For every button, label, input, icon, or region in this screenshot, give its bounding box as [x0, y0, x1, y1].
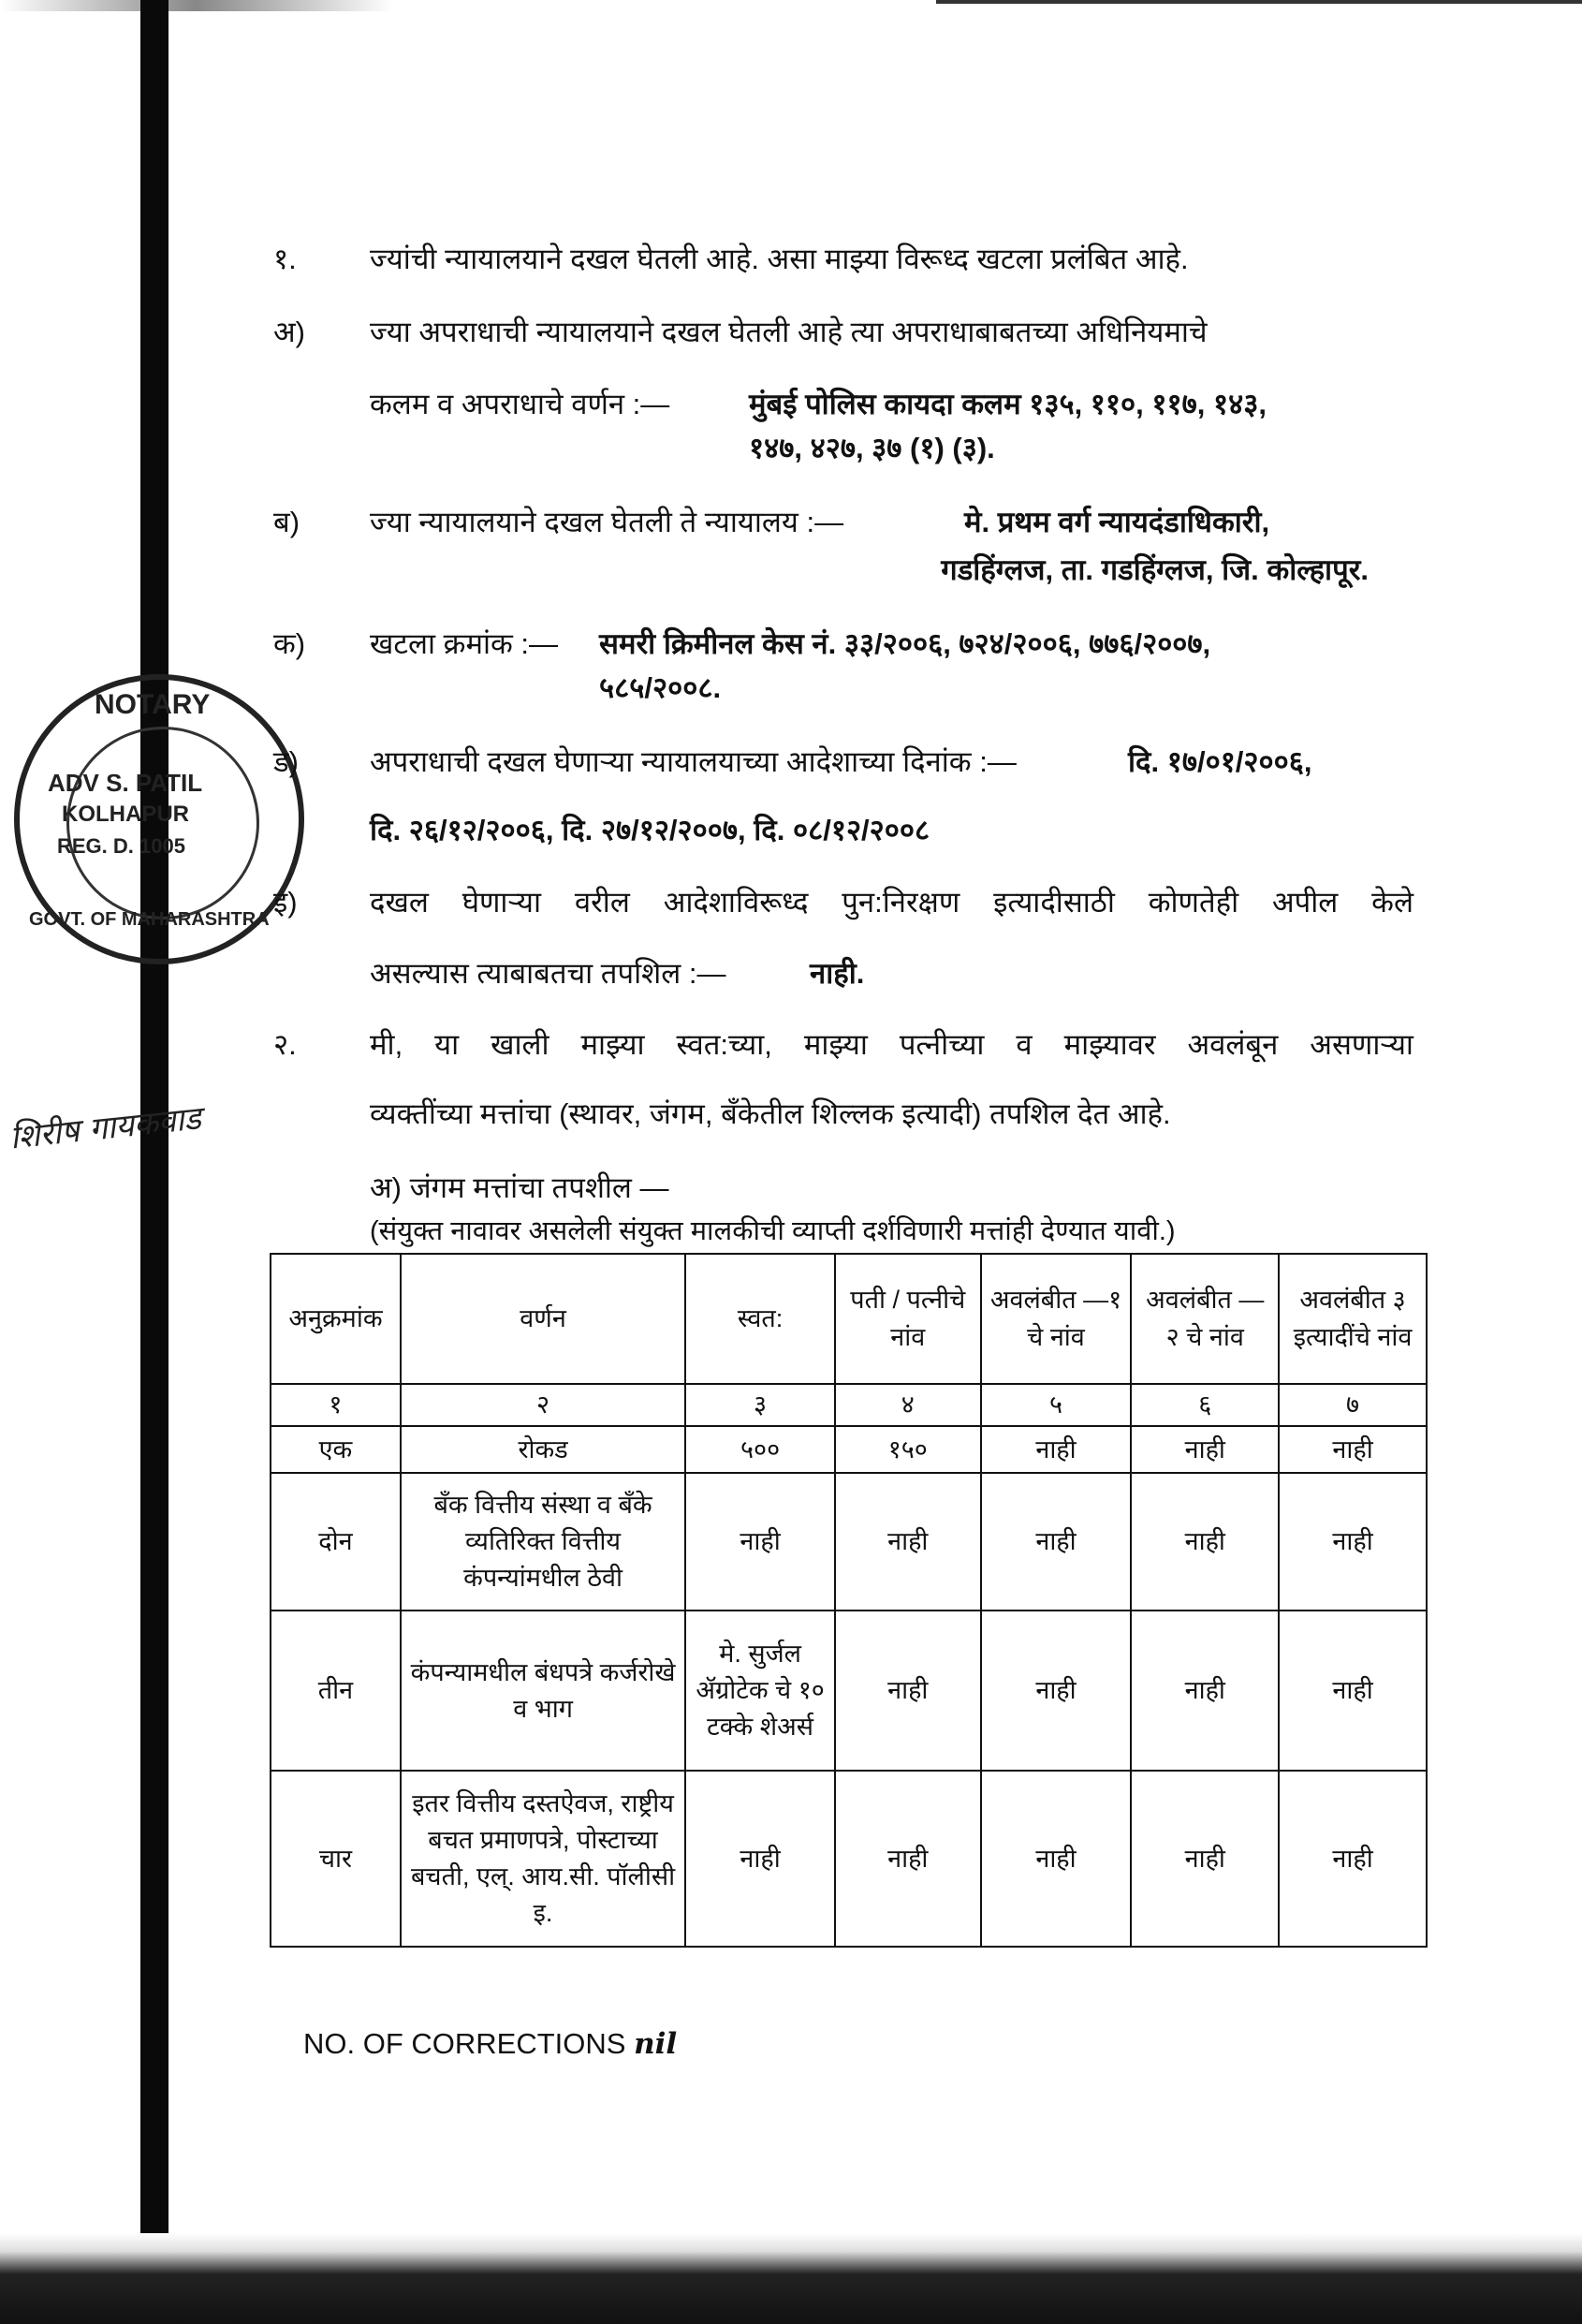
justified-line	[370, 882, 1414, 921]
word: खाली	[491, 1028, 549, 1061]
table-cell: नाही	[1279, 1473, 1427, 1611]
word: इत्यादीसाठी	[993, 886, 1115, 919]
column-header: अवलंबीत — २ चे नांव	[1131, 1254, 1279, 1384]
item-label: ड)	[273, 745, 299, 778]
item-label: क)	[273, 627, 306, 660]
column-number: १	[271, 1384, 401, 1426]
word: माझ्या	[580, 1028, 645, 1061]
word: अपील	[1271, 886, 1339, 919]
word: व	[1016, 1028, 1033, 1061]
table-row	[271, 1611, 1427, 1771]
field-label: कलम व अपराधाचे वर्णन :—	[370, 388, 670, 420]
notary-stamp	[14, 674, 304, 964]
column-header: अवलंबीत —१ चे नांव	[981, 1254, 1132, 1384]
field-label: खटला क्रमांक :—	[370, 627, 559, 660]
scan-smudge	[0, 0, 393, 11]
field-value: समरी क्रिमीनल केस नं. ३३/२००६, ७२४/२००६, ७७६/२००७,	[599, 627, 1211, 660]
table-cell: दोन	[271, 1473, 401, 1611]
word: या	[434, 1028, 460, 1061]
column-header: पती / पत्नीचे नांव	[835, 1254, 981, 1384]
table-cell: नाही	[1279, 1611, 1427, 1771]
table-cell: नाही	[1131, 1426, 1279, 1473]
word: मी,	[370, 1028, 403, 1061]
column-number: ५	[981, 1384, 1132, 1426]
word: पत्नीच्या	[899, 1028, 985, 1061]
corrections-footer	[303, 2027, 677, 2061]
table-cell: नाही	[685, 1473, 835, 1611]
scan-bottom-shadow	[0, 2233, 1582, 2324]
word: घेणाऱ्या	[461, 886, 542, 919]
word: कोणतेही	[1148, 886, 1239, 919]
table-cell: १५०	[835, 1426, 981, 1473]
item-label: इ)	[273, 886, 298, 919]
table-cell: इतर वित्तीय दस्तऐवज, राष्ट्रीय बचत प्रमाणपत्रे, पोस्टाच्या बचती, एल्. आय.सी. पॉलीसी इ.	[401, 1771, 685, 1947]
word: वरील	[574, 886, 630, 919]
item-number: १.	[273, 243, 297, 275]
word: माझ्या	[803, 1028, 868, 1061]
field-label: ज्या न्यायालयाने दखल घेतली ते न्यायालय :—	[370, 506, 844, 538]
sub-heading: अ) जंगम मत्तांचा तपशील —	[370, 1171, 669, 1204]
item-number: २.	[273, 1028, 297, 1061]
table-cell: नाही	[1279, 1771, 1427, 1947]
table-cell: नाही	[835, 1611, 981, 1771]
movable-assets-table	[270, 1253, 1428, 1948]
word: अवलंबून	[1187, 1028, 1279, 1061]
table-cell: रोकड	[401, 1426, 685, 1473]
column-number: ६	[1131, 1384, 1279, 1426]
field-value: दि. १७/०१/२००६,	[1128, 745, 1312, 778]
column-number-row	[271, 1384, 1427, 1426]
word: दखल	[370, 886, 429, 919]
scan-edge-line	[936, 0, 1582, 4]
table-cell: मे. सुर्जल ॲग्रोटेक चे १० टक्के शेअर्स	[685, 1611, 835, 1771]
field-value: मे. प्रथम वर्ग न्यायदंडाधिकारी,	[964, 506, 1270, 538]
table-row	[271, 1473, 1427, 1611]
field-value: दि. २६/१२/२००६, दि. २७/१२/२००७, दि. ०८/१२/२००८	[370, 814, 930, 846]
item-text: ज्यांची न्यायालयाने दखल घेतली आहे. असा माझ्या विरूध्द खटला प्रलंबित आहे.	[370, 243, 1189, 275]
column-header: वर्णन	[401, 1254, 685, 1384]
item-text: व्यक्तींच्या मत्तांचा (स्थावर, जंगम, बॅंकेतील शिल्लक इत्यादी) तपशिल देत आहे.	[370, 1097, 1171, 1130]
table-header-row	[271, 1254, 1427, 1384]
table-cell: नाही	[981, 1473, 1132, 1611]
table-cell: तीन	[271, 1611, 401, 1771]
field-value: ५८५/२००८.	[599, 671, 722, 704]
table-cell: ५००	[685, 1426, 835, 1473]
table-cell: नाही	[1131, 1771, 1279, 1947]
note: (संयुक्त नावावर असलेली संयुक्त मालकीची व्याप्ती दर्शविणारी मत्तांही देण्यात यावी.)	[370, 1216, 1176, 1246]
field-value: १४७, ४२७, ३७ (१) (३).	[749, 432, 995, 464]
word: आदेशाविरूध्द	[663, 886, 809, 919]
item-text: ज्या अपराधाची न्यायालयाने दखल घेतली आहे त्या अपराधाबाबतच्या अधिनियमाचे	[370, 316, 1208, 348]
table-row	[271, 1426, 1427, 1473]
column-header: अनुक्रमांक	[271, 1254, 401, 1384]
stamp-text: GOVT. OF MAHARASHTRA	[29, 909, 270, 930]
table-cell: नाही	[835, 1771, 981, 1947]
table-cell: नाही	[1131, 1473, 1279, 1611]
table-cell: नाही	[685, 1771, 835, 1947]
corrections-value: nil	[634, 2027, 678, 2061]
table-row	[271, 1771, 1427, 1947]
column-number: २	[401, 1384, 685, 1426]
field-value: गडहिंग्लज, ता. गडहिंग्लज, जि. कोल्हापूर.	[941, 553, 1369, 586]
scan-binding-shadow	[140, 0, 168, 2324]
word: असणाऱ्या	[1310, 1028, 1414, 1061]
column-header: स्वत:	[685, 1254, 835, 1384]
field-value: नाही.	[810, 957, 865, 990]
column-number: ३	[685, 1384, 835, 1426]
column-number: ७	[1279, 1384, 1427, 1426]
stamp-text: KOLHAPUR	[62, 802, 189, 827]
handwritten-signature: शिरीष गायकवाड	[7, 1099, 203, 1157]
table-cell: नाही	[1131, 1611, 1279, 1771]
table-cell: कंपन्यामधील बंधपत्रे कर्जरोखे व भाग	[401, 1611, 685, 1771]
table-cell: नाही	[835, 1473, 981, 1611]
field-label: असल्यास त्याबाबतचा तपशिल :—	[370, 957, 726, 990]
table-cell: एक	[271, 1426, 401, 1473]
table-cell: बॅंक वित्तीय संस्था व बॅंके व्यतिरिक्त वित्तीय कंपन्यांमधील ठेवी	[401, 1473, 685, 1611]
stamp-text: NOTARY	[95, 689, 211, 720]
field-label: अपराधाची दखल घेणाऱ्या न्यायालयाच्या आदेशाच्या दिनांक :—	[370, 745, 1017, 778]
word: माझ्यावर	[1063, 1028, 1156, 1061]
table-cell: चार	[271, 1771, 401, 1947]
word: केले	[1371, 886, 1414, 919]
table-cell: नाही	[981, 1611, 1132, 1771]
item-label: अ)	[273, 316, 306, 348]
column-number: ४	[835, 1384, 981, 1426]
table-cell: नाही	[1279, 1426, 1427, 1473]
table-cell: नाही	[981, 1426, 1132, 1473]
item-label: ब)	[273, 506, 300, 538]
word: पुन:निरक्षण	[842, 886, 960, 919]
word: स्वत:च्या,	[676, 1028, 772, 1061]
corrections-label: NO. OF CORRECTIONS	[303, 2027, 626, 2060]
table-cell: नाही	[981, 1771, 1132, 1947]
stamp-text: REG. D. 1005	[57, 834, 185, 858]
field-value: मुंबई पोलिस कायदा कलम १३५, ११०, ११७, १४३,	[749, 388, 1267, 420]
justified-line	[370, 1024, 1414, 1064]
column-header: अवलंबीत ३ इत्यादींचे नांव	[1279, 1254, 1427, 1384]
stamp-text: ADV S. PATIL	[48, 769, 203, 797]
